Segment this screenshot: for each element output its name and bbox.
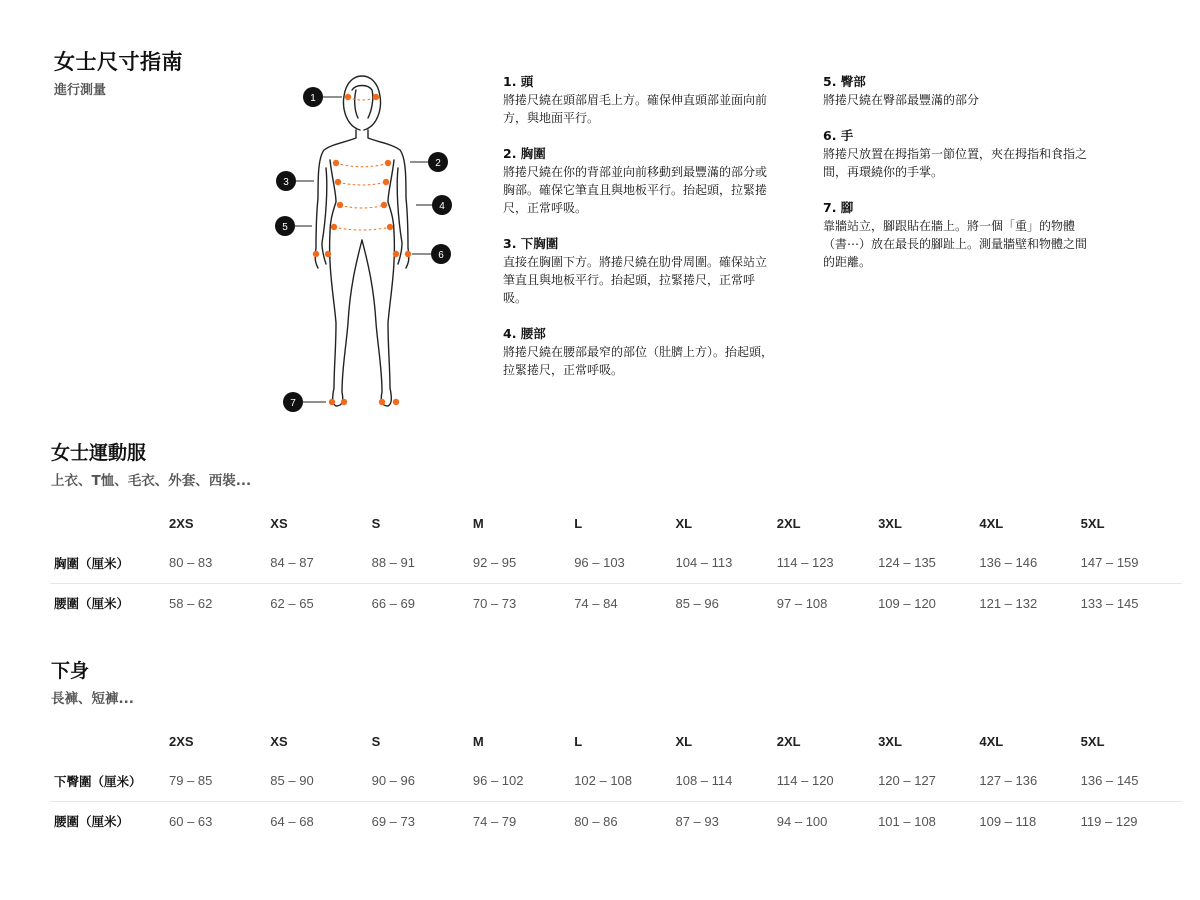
row-label: 胸圍（厘米） xyxy=(50,543,169,583)
step-text: 將捲尺放置在拇指第一節位置，夾在拇指和食指之間，再環繞你的手掌。 xyxy=(823,147,1088,179)
marker-6-label: 6 xyxy=(438,250,444,261)
table-cell: 101 – 108 xyxy=(878,813,936,829)
table-cell: 74 – 84 xyxy=(574,595,618,611)
marker-5-label: 5 xyxy=(282,222,288,233)
step-foot xyxy=(823,199,1095,271)
section-title-bottoms: 下身 xyxy=(51,660,90,682)
size-header: XL xyxy=(675,515,693,531)
step-text: 將捲尺繞在腰部最窄的部位（肚臍上方）。抬起頭，拉緊捲尺，正常呼吸。 xyxy=(503,345,774,377)
size-header: L xyxy=(574,515,583,531)
step-waist xyxy=(503,325,775,379)
step-text: 將捲尺繞在臀部最豐滿的部分 xyxy=(823,93,980,107)
marker-5 xyxy=(275,216,295,236)
step-bust xyxy=(503,145,775,217)
table-cell: 87 – 93 xyxy=(675,813,719,829)
step-title: 4. 腰部 xyxy=(503,326,546,341)
table-row xyxy=(50,761,1182,801)
table-row xyxy=(50,583,1182,623)
table-cell: 90 – 96 xyxy=(372,761,473,801)
size-header: XS xyxy=(270,733,288,749)
page-subtitle: 進行測量 xyxy=(54,83,107,98)
marker-leader-lines xyxy=(294,97,432,402)
step-title: 5. 臀部 xyxy=(823,74,866,89)
header-spacer xyxy=(50,721,169,761)
size-header: 2XS xyxy=(169,515,194,531)
table-cell: 88 – 91 xyxy=(372,543,473,583)
table-row xyxy=(50,801,1182,841)
table-cell: 94 – 100 xyxy=(776,813,828,829)
size-header: 2XL xyxy=(776,733,801,749)
table-cell: 80 – 86 xyxy=(574,813,618,829)
table-cell: 120 – 127 xyxy=(878,761,979,801)
table-cell: 121 – 132 xyxy=(979,595,1038,611)
table-cell: 136 – 146 xyxy=(979,543,1080,583)
step-hips xyxy=(823,73,1095,109)
step-title: 1. 頭 xyxy=(503,74,534,89)
table-cell: 133 – 145 xyxy=(1080,595,1139,611)
section-subtitle-tops: 上衣、T恤、毛衣、外套、西裝... xyxy=(51,473,252,489)
table-cell: 124 – 135 xyxy=(878,543,979,583)
table-cell: 109 – 118 xyxy=(979,813,1037,829)
body-outline xyxy=(315,76,409,406)
step-title: 6. 手 xyxy=(823,128,854,143)
size-header: 4XL xyxy=(979,733,1004,749)
size-table-tops xyxy=(50,503,1182,623)
table-cell: 114 – 120 xyxy=(777,761,878,801)
row-label: 腰圍（厘米） xyxy=(54,596,130,612)
step-text: 直接在胸圍下方。將捲尺繞在肋骨周圍。確保站立筆直且與地板平行。抬起頭，拉緊捲尺，正常呼吸。 xyxy=(503,255,768,305)
section-title-tops: 女士運動服 xyxy=(51,442,147,464)
marker-7-label: 7 xyxy=(290,398,296,409)
row-label: 腰圍（厘米） xyxy=(54,814,130,830)
table-cell: 92 – 95 xyxy=(473,543,574,583)
table-cell: 62 – 65 xyxy=(270,595,314,611)
step-text: 將捲尺繞在頭部眉毛上方。確保伸直頭部並面向前方，與地面平行。 xyxy=(503,93,768,125)
table-header-row xyxy=(50,503,1182,543)
table-cell: 85 – 96 xyxy=(675,595,719,611)
size-header: S xyxy=(371,515,381,531)
marker-7 xyxy=(283,392,303,412)
table-cell: 85 – 90 xyxy=(270,761,371,801)
marker-2 xyxy=(428,152,448,172)
marker-2-label: 2 xyxy=(435,158,441,169)
size-header: 3XL xyxy=(878,515,902,531)
step-text: 將捲尺繞在你的背部並向前移動到最豐滿的部分或胸部。確保它筆直且與地板平行。抬起頭，拉緊捲尺，正常呼吸。 xyxy=(503,165,768,215)
table-cell: 74 – 79 xyxy=(472,813,517,829)
table-cell: 147 – 159 xyxy=(1081,543,1182,583)
section-subtitle-bottoms: 長褲、短褲... xyxy=(51,691,134,707)
table-cell: 119 – 129 xyxy=(1080,813,1138,829)
table-cell: 96 – 103 xyxy=(574,543,675,583)
marker-1 xyxy=(303,87,323,107)
size-header: M xyxy=(472,733,484,749)
header-spacer xyxy=(50,503,169,543)
measurement-points xyxy=(313,94,411,405)
table-cell: 114 – 123 xyxy=(777,543,878,583)
size-header: XL xyxy=(675,733,693,749)
table-cell: 109 – 120 xyxy=(878,595,936,611)
step-head xyxy=(503,73,775,127)
size-header: 5XL xyxy=(1080,733,1105,749)
size-header: 2XS xyxy=(169,733,194,749)
table-cell: 84 – 87 xyxy=(270,543,371,583)
step-title: 7. 腳 xyxy=(823,200,854,215)
step-title: 3. 下胸圍 xyxy=(503,236,559,251)
row-label: 下臀圍（厘米） xyxy=(50,761,169,801)
table-cell: 102 – 108 xyxy=(574,761,675,801)
step-underbust xyxy=(503,235,775,307)
table-cell: 104 – 113 xyxy=(675,543,776,583)
table-cell: 127 – 136 xyxy=(979,761,1080,801)
measurement-lines xyxy=(334,97,390,230)
table-cell: 66 – 69 xyxy=(371,595,415,611)
table-cell: 80 – 83 xyxy=(169,543,270,583)
table-cell: 96 – 102 xyxy=(473,761,574,801)
marker-3-label: 3 xyxy=(283,177,289,188)
size-header: 5XL xyxy=(1080,515,1105,531)
table-cell: 60 – 63 xyxy=(169,813,213,829)
size-header: L xyxy=(574,733,583,749)
table-cell: 108 – 114 xyxy=(675,761,776,801)
table-cell: 64 – 68 xyxy=(270,813,314,829)
size-header: 2XL xyxy=(776,515,801,531)
size-table-bottoms xyxy=(50,721,1182,841)
size-header: 4XL xyxy=(979,515,1004,531)
size-header: M xyxy=(472,515,484,531)
table-cell: 70 – 73 xyxy=(472,595,517,611)
marker-4 xyxy=(432,195,452,215)
page-title: 女士尺寸指南 xyxy=(54,50,183,74)
size-header: 3XL xyxy=(878,733,902,749)
marker-6 xyxy=(431,244,451,264)
body-measurement-figure xyxy=(270,68,470,418)
table-cell: 58 – 62 xyxy=(169,595,213,611)
table-cell: 79 – 85 xyxy=(169,761,270,801)
step-title: 2. 胸圍 xyxy=(503,146,546,161)
step-hand xyxy=(823,127,1095,181)
marker-3 xyxy=(276,171,296,191)
table-row xyxy=(50,543,1182,583)
size-header: XS xyxy=(270,515,288,531)
table-cell: 69 – 73 xyxy=(371,813,415,829)
marker-1-label: 1 xyxy=(310,93,316,104)
step-text: 靠牆站立，腳跟貼在牆上。將一個「重」的物體（書⋯）放在最長的腳趾上。測量牆壁和物體之間的距離。 xyxy=(823,219,1088,269)
size-header: S xyxy=(371,733,381,749)
marker-4-label: 4 xyxy=(439,201,445,212)
table-cell: 136 – 145 xyxy=(1081,761,1182,801)
table-header-row xyxy=(50,721,1182,761)
table-cell: 97 – 108 xyxy=(776,595,828,611)
